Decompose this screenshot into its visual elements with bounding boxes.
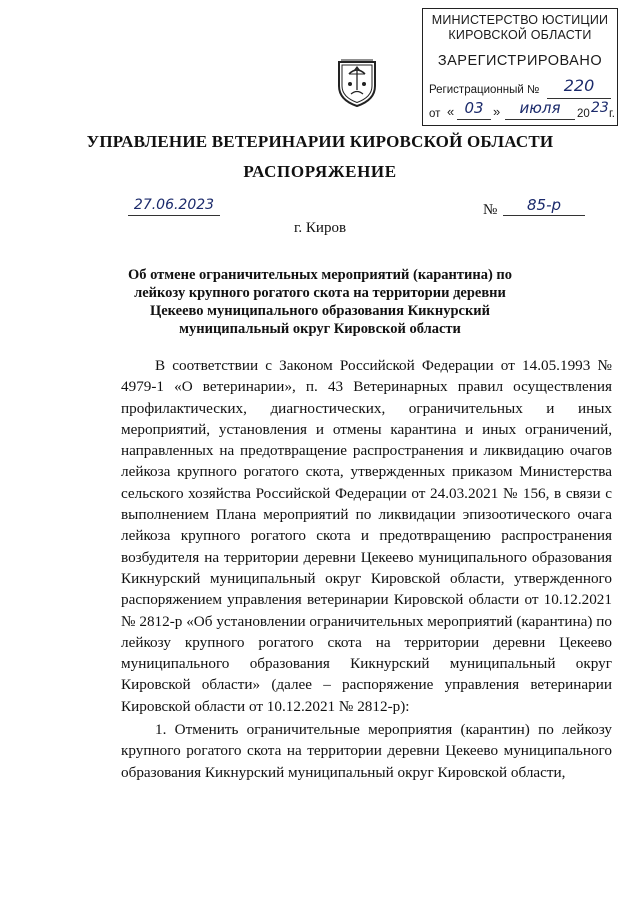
stamp-date-day: 03 — [457, 99, 491, 120]
document-type-heading: РАСПОРЯЖЕНИЕ — [243, 162, 397, 181]
stamp-region-line: КИРОВСКОЙ ОБЛАСТИ — [448, 28, 592, 42]
stamp-year-suffix: 23 — [591, 100, 609, 116]
document-body — [121, 355, 612, 783]
stamp-year-g: г. — [609, 108, 615, 120]
stamp-quote-close: » — [493, 104, 501, 119]
stamp-reg-number: 220 — [547, 76, 611, 99]
stamp-reg-label: Регистрационный № — [429, 84, 540, 96]
registration-stamp — [422, 8, 618, 126]
stamp-quote-open: « — [447, 104, 455, 119]
coat-of-arms-icon — [335, 56, 379, 108]
body-paragraph: В соответствии с Законом Российской Федерации от 14.05.1993 № 4979-1 «О ветеринарии», п. 43 Ветеринарных правил осуществления профилактических, диагностических, ограничительных и иных мероприятий, установления и отмены карантина и иных ограничений, направленных на предотвращение распространения и ликвидацию очагов лейкоза крупного рогатого скота, утвержденных приказом Министерства сельского хозяйства Российской Федерации от 24.03.2021 № 156, в связи с выполнением Плана мероприятий по ликвидации эпизоотического очага лейкоза крупного рогатого скота и предотвращению распространения возбудителя на территории деревни Цекеево муниципального образования Кикнурский муниципальный округ Кировской области, утвержденного распоряжением управления ветеринарии Кировской области от 10.12.2021 № 2812-р «Об установлении ограничительных мероприятий (карантина) по лейкозу крупного рогатого скота на территории деревни Цекеево муниципального образования Кикнурский муниципальный округ Кировской области» (далее – распоряжение управления ветеринарии Кировской области от 10.12.2021 № 2812-р): — [121, 357, 612, 715]
stamp-date-month: июля — [505, 99, 575, 120]
organization-heading: УПРАВЛЕНИЕ ВЕТЕРИНАРИИ КИРОВСКОЙ ОБЛАСТИ — [86, 132, 554, 151]
stamp-date-prefix: от — [429, 108, 441, 120]
document-title: Об отмене ограничительных мероприятий (карантина) по лейкозу крупного рогатого скота на территории деревни Цекеево муниципального образования Кикнурский муниципальный округ Кировской области — [127, 267, 513, 337]
document-city: г. Киров — [293, 220, 347, 236]
stamp-registered-line: ЗАРЕГИСТРИРОВАНО — [437, 53, 603, 69]
stamp-ministry-line: МИНИСТЕРСТВО ЮСТИЦИИ — [431, 13, 609, 27]
document-number-label: № — [483, 202, 498, 218]
body-paragraph: 1. Отменить ограничительные мероприятия (карантин) по лейкозу крупного рогатого скота на территории деревни Цекеево муниципального образования Кикнурский муниципальный округ Кировской области, — [121, 721, 612, 781]
document-number: 85-р — [503, 196, 585, 216]
stamp-year-prefix: 20 — [577, 108, 590, 120]
document-date: 27.06.2023 — [128, 197, 220, 216]
